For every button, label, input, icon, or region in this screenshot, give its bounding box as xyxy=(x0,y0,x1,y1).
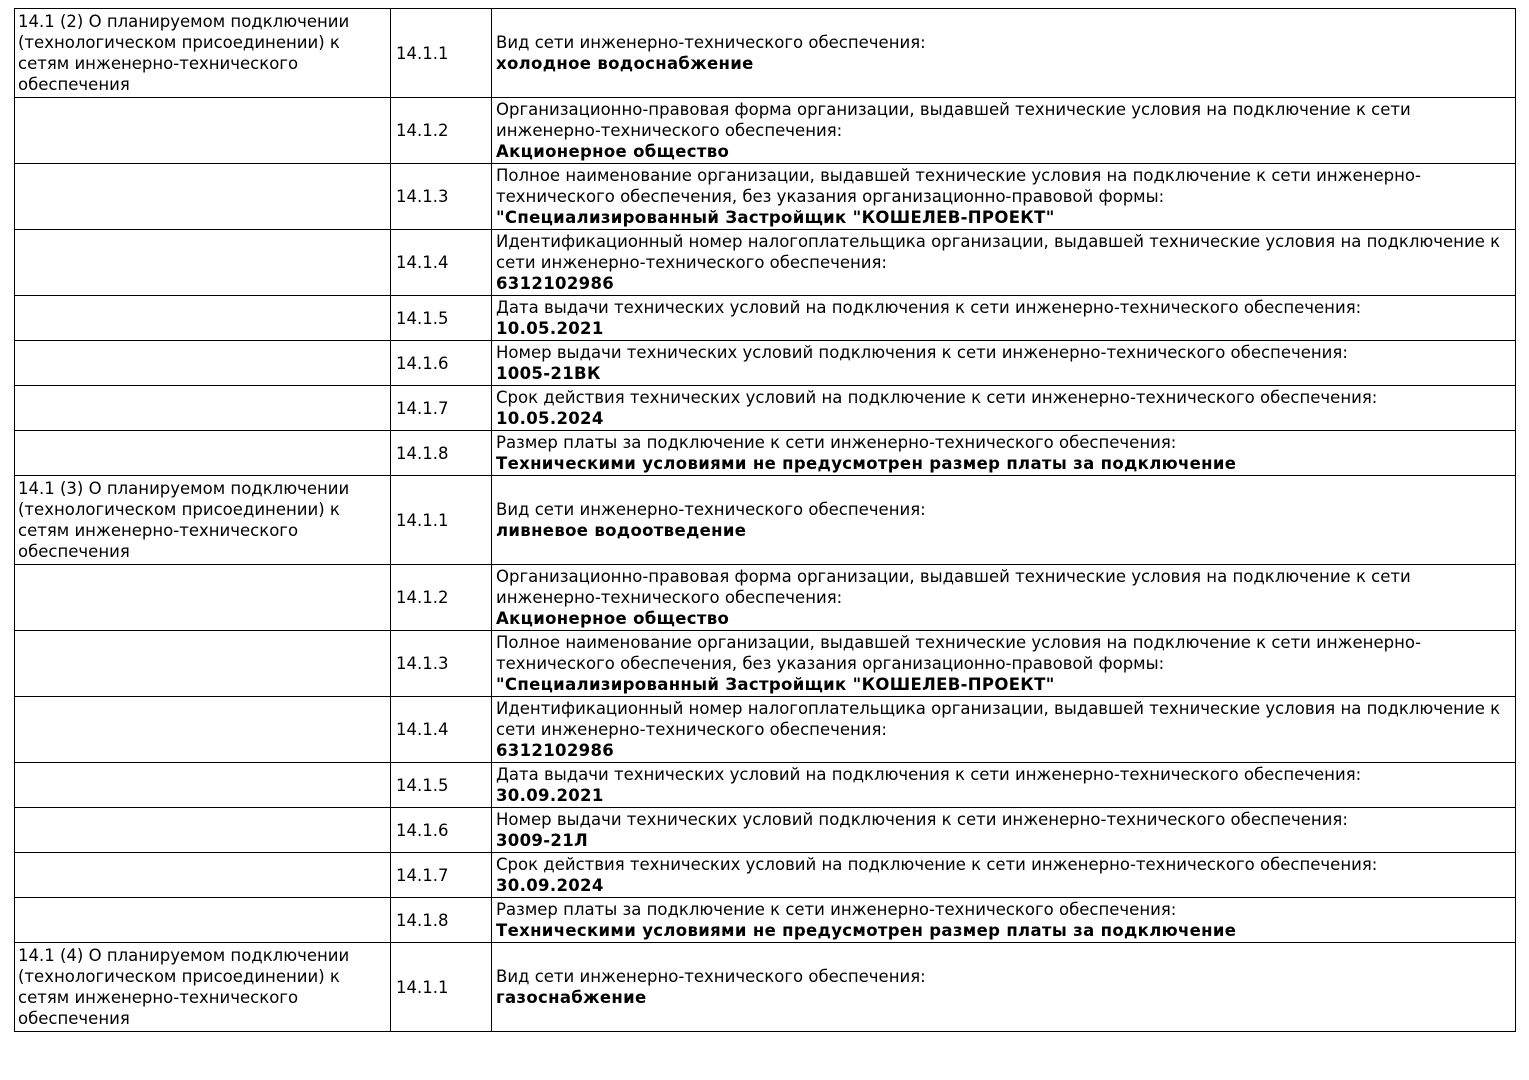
row-content-cell xyxy=(492,565,1516,631)
field-label: Номер выдачи технических условий подключения к сети инженерно-технического обеспечения: xyxy=(496,810,1348,829)
row-content-cell xyxy=(492,98,1516,164)
table-row xyxy=(15,164,1516,230)
table-row xyxy=(15,943,1516,1032)
table-row xyxy=(15,808,1516,853)
field-label: Организационно-правовая форма организации, выдавшей технические условия на подключение к сети инженерно-технического обеспечения: xyxy=(496,567,1411,607)
field-label: Размер платы за подключение к сети инженерно-технического обеспечения: xyxy=(496,433,1177,452)
field-value: 6312102986 xyxy=(496,274,615,293)
row-content-cell xyxy=(492,431,1516,476)
table-row xyxy=(15,898,1516,943)
section-title-empty-cell xyxy=(15,386,391,431)
field-value: 10.05.2021 xyxy=(496,319,604,338)
table-row xyxy=(15,697,1516,763)
table-row xyxy=(15,565,1516,631)
section-title-cell: 14.1 (4) О планируемом подключении (технологическом присоединении) к сетям инженерно-технического обеспечения xyxy=(15,943,391,1032)
field-value: "Специализированный Застройщик "КОШЕЛЕВ-ПРОЕКТ" xyxy=(496,675,1055,694)
field-label: Срок действия технических условий на подключение к сети инженерно-технического обеспечения: xyxy=(496,388,1378,407)
table-row xyxy=(15,341,1516,386)
row-number: 14.1.1 xyxy=(391,476,492,565)
field-value: "Специализированный Застройщик "КОШЕЛЕВ-ПРОЕКТ" xyxy=(496,208,1055,227)
field-label: Срок действия технических условий на подключение к сети инженерно-технического обеспечения: xyxy=(496,855,1378,874)
section-title-empty-cell xyxy=(15,98,391,164)
field-value: Техническими условиями не предусмотрен размер платы за подключение xyxy=(496,454,1237,473)
field-label: Организационно-правовая форма организации, выдавшей технические условия на подключение к сети инженерно-технического обеспечения: xyxy=(496,100,1411,140)
field-value: Техническими условиями не предусмотрен размер платы за подключение xyxy=(496,921,1237,940)
row-content-cell xyxy=(492,808,1516,853)
row-number: 14.1.7 xyxy=(391,853,492,898)
section-title-empty-cell xyxy=(15,341,391,386)
row-number: 14.1.5 xyxy=(391,296,492,341)
row-content-cell xyxy=(492,631,1516,697)
field-label: Вид сети инженерно-технического обеспечения: xyxy=(496,33,926,52)
table-row xyxy=(15,296,1516,341)
field-value: холодное водоснабжение xyxy=(496,54,754,73)
row-number: 14.1.8 xyxy=(391,431,492,476)
table-row xyxy=(15,763,1516,808)
row-content-cell xyxy=(492,476,1516,565)
row-content-cell xyxy=(492,943,1516,1032)
row-content-cell xyxy=(492,898,1516,943)
row-content-cell xyxy=(492,853,1516,898)
row-number: 14.1.4 xyxy=(391,230,492,296)
row-content-cell xyxy=(492,386,1516,431)
row-number: 14.1.3 xyxy=(391,164,492,230)
table-row xyxy=(15,386,1516,431)
row-number: 14.1.1 xyxy=(391,943,492,1032)
field-value: 3009-21Л xyxy=(496,831,589,850)
field-label: Идентификационный номер налогоплательщика организации, выдавшей технические условия на подключение к сети инженерно-технического обеспечения: xyxy=(496,699,1501,739)
field-value: ливневое водоотведение xyxy=(496,521,747,540)
row-content-cell xyxy=(492,763,1516,808)
row-content-cell xyxy=(492,164,1516,230)
field-label: Дата выдачи технических условий на подключения к сети инженерно-технического обеспечения: xyxy=(496,765,1362,784)
row-number: 14.1.2 xyxy=(391,98,492,164)
field-value: 30.09.2021 xyxy=(496,786,604,805)
row-number: 14.1.6 xyxy=(391,341,492,386)
table-body xyxy=(15,9,1516,1032)
row-number: 14.1.2 xyxy=(391,565,492,631)
row-content-cell xyxy=(492,697,1516,763)
row-content-cell xyxy=(492,296,1516,341)
field-label: Размер платы за подключение к сети инженерно-технического обеспечения: xyxy=(496,900,1177,919)
row-content-cell xyxy=(492,9,1516,98)
row-number: 14.1.3 xyxy=(391,631,492,697)
field-value: 10.05.2024 xyxy=(496,409,604,428)
field-label: Номер выдачи технических условий подключения к сети инженерно-технического обеспечения: xyxy=(496,343,1348,362)
table-row xyxy=(15,98,1516,164)
row-content-cell xyxy=(492,341,1516,386)
section-title-empty-cell xyxy=(15,164,391,230)
section-title-empty-cell xyxy=(15,565,391,631)
row-number: 14.1.8 xyxy=(391,898,492,943)
section-title-empty-cell xyxy=(15,296,391,341)
row-number: 14.1.7 xyxy=(391,386,492,431)
section-title-empty-cell xyxy=(15,697,391,763)
table-row xyxy=(15,631,1516,697)
declaration-table xyxy=(14,8,1516,1032)
field-value: 6312102986 xyxy=(496,741,615,760)
table-row xyxy=(15,230,1516,296)
section-title-empty-cell xyxy=(15,763,391,808)
table-row xyxy=(15,431,1516,476)
table-row xyxy=(15,853,1516,898)
section-title-empty-cell xyxy=(15,898,391,943)
field-value: 30.09.2024 xyxy=(496,876,604,895)
section-title-empty-cell xyxy=(15,431,391,476)
section-title-empty-cell xyxy=(15,853,391,898)
field-label: Полное наименование организации, выдавшей технические условия на подключение к сети инженерно-технического обеспечения, без указания организационно-правовой формы: xyxy=(496,633,1421,673)
field-value: Акционерное общество xyxy=(496,142,730,161)
row-number: 14.1.5 xyxy=(391,763,492,808)
section-title-empty-cell xyxy=(15,230,391,296)
section-title-empty-cell xyxy=(15,808,391,853)
row-number: 14.1.1 xyxy=(391,9,492,98)
field-label: Идентификационный номер налогоплательщика организации, выдавшей технические условия на подключение к сети инженерно-технического обеспечения: xyxy=(496,232,1501,272)
row-content-cell xyxy=(492,230,1516,296)
section-title-cell: 14.1 (3) О планируемом подключении (технологическом присоединении) к сетям инженерно-технического обеспечения xyxy=(15,476,391,565)
field-value: газоснабжение xyxy=(496,988,647,1007)
section-title-empty-cell xyxy=(15,631,391,697)
field-label: Дата выдачи технических условий на подключения к сети инженерно-технического обеспечения: xyxy=(496,298,1362,317)
table-row xyxy=(15,9,1516,98)
field-label: Полное наименование организации, выдавшей технические условия на подключение к сети инженерно-технического обеспечения, без указания организационно-правовой формы: xyxy=(496,166,1421,206)
field-value: 1005-21ВК xyxy=(496,364,601,383)
section-title-cell: 14.1 (2) О планируемом подключении (технологическом присоединении) к сетям инженерно-технического обеспечения xyxy=(15,9,391,98)
row-number: 14.1.4 xyxy=(391,697,492,763)
field-value: Акционерное общество xyxy=(496,609,730,628)
field-label: Вид сети инженерно-технического обеспечения: xyxy=(496,500,926,519)
field-label: Вид сети инженерно-технического обеспечения: xyxy=(496,967,926,986)
table-row xyxy=(15,476,1516,565)
row-number: 14.1.6 xyxy=(391,808,492,853)
